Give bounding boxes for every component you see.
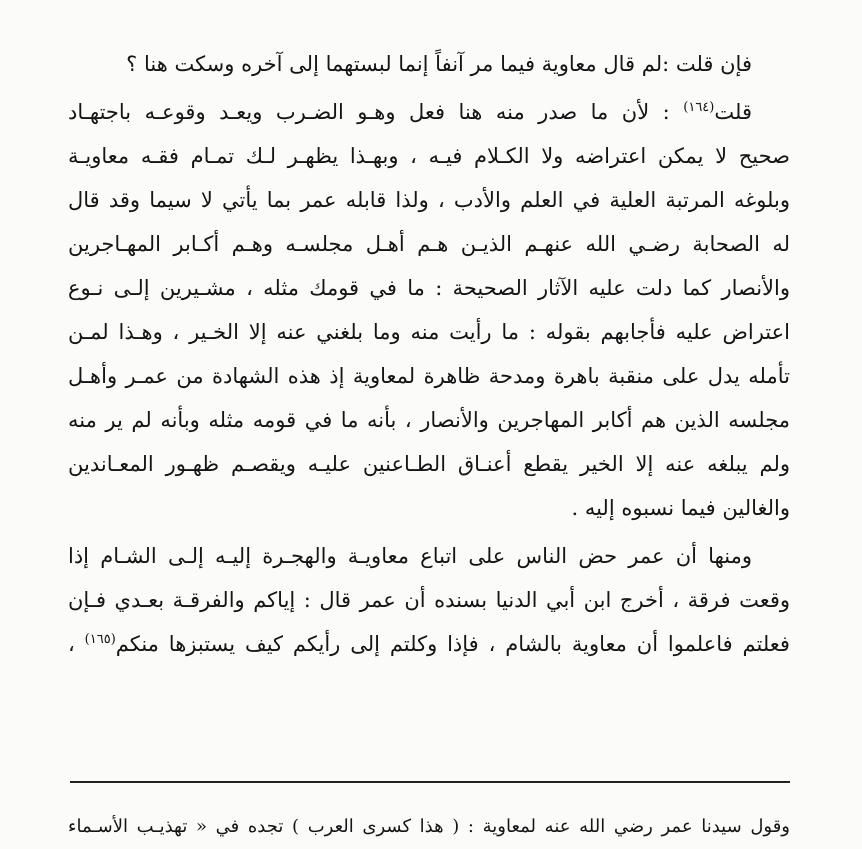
- answer-opening: قلت: [714, 100, 752, 124]
- answer-line-7: تأمله يدل على منقبة باهرة ومدحة ظاهرة لمعاوية إذ هذه الشهادة من عمـر وأهـل: [68, 364, 790, 388]
- answer-line-4: له الصحابة رضـي الله عنهـم الذيـن هـم أهـل مجلسـه وهـم أكـابر المهـاجرين: [68, 232, 790, 256]
- question-line: فإن قلت :لم قال معاوية فيما مر آنفاً إنما لبستهما إلى آخره وسكت هنا ؟: [126, 52, 752, 76]
- final-line-3: [68, 622, 790, 666]
- answer-line-1-rest: : لأن ما صدر منه هنا فعل وهـو الضـرب ويعـد وقوعـه باجتهـاد: [68, 100, 670, 124]
- final-line-1: ومنها أن عمر حض الناس على اتباع معاويـة والهجـرة إليـه إلـى الشـام إذا: [68, 544, 752, 568]
- final-line-2: وقعت فرقة ، أخرج ابن أبي الدنيا بسنده أن عمر قال : إياكم والفرقـة بعـدي فـإن: [68, 588, 790, 612]
- footnote-separator: [70, 781, 790, 783]
- answer-line-9: ولم يبلغه عنه إلا الخير يقطع أعنـاق الطـاعنين عليـه ويقصـم ظهـور المعـاندين: [68, 452, 790, 476]
- main-text: [68, 42, 790, 666]
- answer-line-6: اعتراض عليه فأجابهم بقوله : ما رأيت منه وما بلغني عنه إلا الخـير ، وهـذا لمـن: [68, 320, 790, 344]
- answer-line-8: مجلسه الذين هم أكابر المهاجرين والأنصار ، بأنه ما في قومه مثله وبأنه لم ير منه: [68, 408, 790, 432]
- answer-line-10: والغالين فيما نسبوه إليه .: [571, 496, 790, 520]
- footnote-text: وقول سيدنا عمر رضي الله عنه لمعاوية : ( هذا كسرى العرب ) تجده في « تهذيـب الأسـماء: [68, 816, 790, 837]
- footnote-marker-165[interactable]: (١٦٥): [84, 632, 116, 647]
- answer-line-1: [68, 90, 790, 134]
- footnote-marker-164[interactable]: (١٦٤): [683, 100, 715, 115]
- answer-line-5: والأنصار كما دلت عليه الآثار الصحيحة : ما في قومك مثله ، مشـيرين إلـى نـوع: [68, 276, 790, 300]
- answer-line-3: وبلوغه المرتبة العلية في العلم والأدب ، ولذا قابله عمر بما يأتي لا سيما وقد قال: [68, 188, 790, 212]
- answer-line-2: صحيح لا يمكن اعتراضه ولا الكـلام فيـه ، وبهـذا يظهـر لـك تمـام فقـه معاويـة: [68, 144, 790, 168]
- final-line-3-end: ،: [68, 632, 75, 656]
- final-line-3-text: فعلتم فاعلموا أن معاوية بالشام ، فإذا وكلتم إلى رأيكم كيف يستبزها منكم: [115, 632, 790, 656]
